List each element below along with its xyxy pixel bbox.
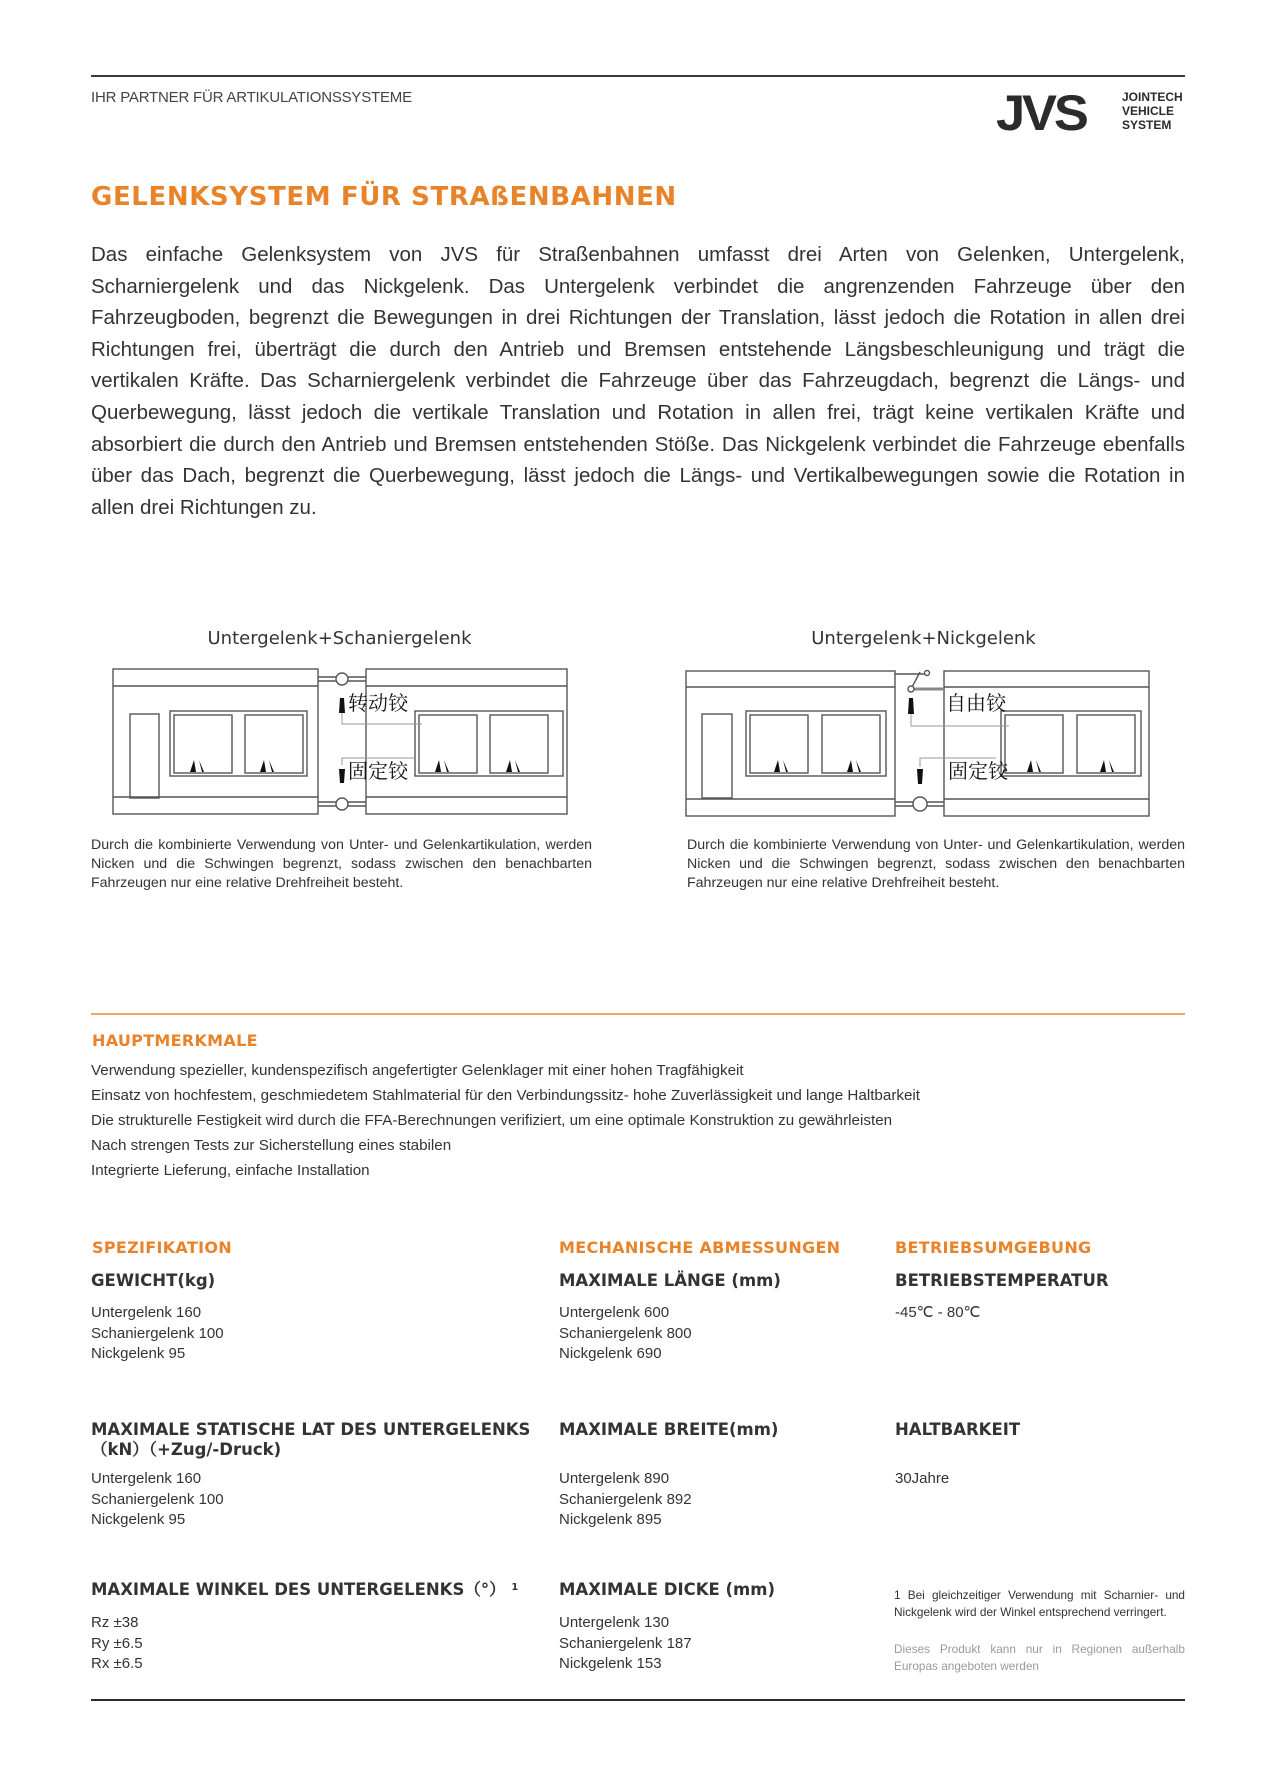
length-value: Nickgelenk 690 [559, 1345, 662, 1363]
weight-value: Schaniergelenk 100 [91, 1324, 224, 1342]
diagram-2-tram-illustration [684, 662, 1164, 822]
angle-title [91, 1580, 518, 1600]
static-load-value: Nickgelenk 95 [91, 1511, 186, 1529]
page-title: GELENKSYSTEM FÜR STRAßENBAHNEN [91, 182, 677, 212]
intro-paragraph: Das einfache Gelenksystem von JVS für Straßenbahnen umfasst drei Arten von Gelenken, Untergelenk, Scharniergelenk und das Nickgelenk. Das Untergelenk verbindet die angrenzenden Fahrzeuge über den Fahrzeugboden, begrenzt die Bewegungen in drei Richtungen der Translation, lässt jedoch die Rotation in allen drei Richtungen frei, überträgt die durch den Antrieb und Bremsen entstehende Längsbeschleunigung und trägt die vertikalen Kräfte. Das Scharniergelenk verbindet die Fahrzeuge über das Fahrzeugdach, begrenzt die Längs- und Querbewegung, lässt jedoch die vertikale Translation und Rotation in allen frei, trägt keine vertikalen Kräfte und absorbiert die durch den Antrieb und Bremsen entstehenden Stöße. Das Nickgelenk verbindet die Fahrzeuge ebenfalls über das Dach, begrenzt die Querbewegung, lässt jedoch die Längs- und Vertikalbewegungen sowie die Rotation in allen drei Richtungen zu. [91, 243, 1185, 519]
footer-rule [91, 1699, 1185, 1701]
durability-value: 30Jahre [895, 1470, 950, 1487]
thickness-value: Schaniergelenk 187 [559, 1634, 692, 1652]
diagram-1-bottom-label: 固定铰 [348, 759, 408, 783]
logo-wordmark [1122, 90, 1183, 132]
feature-item: Verwendung spezieller, kundenspezifisch angefertigter Gelenklager mit einer hohen Tragfähigkeit [91, 1062, 744, 1079]
diagram-2-caption: Durch die kombinierte Verwendung von Unter- und Gelenkartikulation, werden Nicken und die Schwingen begrenzt, sodass zwischen den benachbarten Fahrzeugen nur eine relative Drehfreiheit besteht. [687, 837, 1185, 892]
static-load-title [91, 1420, 530, 1460]
thickness-values [559, 1613, 692, 1675]
diagram-2-top-label: 自由铰 [946, 691, 1006, 715]
angle-title-text: MAXIMALE WINKEL DES UNTERGELENKS（°） [91, 1580, 506, 1599]
angle-footnote: 1 Bei gleichzeitiger Verwendung mit Scharnier- und Nickgelenk wird der Winkel entsprechend verringert. [894, 1588, 1185, 1619]
availability-note: Dieses Produkt kann nur in Regionen außerhalb Europas angeboten werden [894, 1642, 1185, 1673]
angle-footnote-ref: 1 [511, 1582, 519, 1593]
weight-value: Untergelenk 160 [91, 1304, 202, 1321]
static-load-title-line2: （kN）（+Zug/-Druck) [91, 1440, 282, 1459]
diagram-1-title: Untergelenk+Schaniergelenk [207, 628, 472, 649]
features-list [91, 1058, 920, 1183]
logo-mark: JVS [996, 85, 1086, 141]
jvs-logo [996, 85, 1188, 141]
weight-title: GEWICHT(kg) [91, 1271, 216, 1290]
feature-item: Die strukturelle Festigkeit wird durch die FFA-Berechnungen verifiziert, um eine optimale Konstruktion zu gewährleisten [91, 1112, 893, 1129]
diagram-1-caption: Durch die kombinierte Verwendung von Unter- und Gelenkartikulation, werden Nicken und die Schwingen begrenzt, sodass zwischen den benachbarten Fahrzeugen nur eine relative Drehfreiheit besteht. [91, 837, 592, 892]
static-load-value: Schaniergelenk 100 [91, 1490, 224, 1508]
length-values [559, 1303, 692, 1365]
feature-item: Nach strengen Tests zur Sicherstellung eines stabilen [91, 1137, 452, 1154]
angle-value: Rx ±6.5 [91, 1655, 143, 1673]
dimensions-heading: MECHANISCHE ABMESSUNGEN [559, 1238, 841, 1257]
weight-values [91, 1303, 224, 1365]
feature-item: Integrierte Lieferung, einfache Installation [91, 1162, 370, 1179]
header-rule [91, 75, 1185, 77]
environment-heading: BETRIEBSUMGEBUNG [895, 1238, 1092, 1257]
thickness-title: MAXIMALE DICKE (mm) [559, 1580, 775, 1599]
static-load-title-line1: MAXIMALE STATISCHE LAT DES UNTERGELENKS [91, 1420, 531, 1439]
section-divider [91, 1013, 1185, 1015]
temperature-title: BETRIEBSTEMPERATUR [895, 1271, 1109, 1290]
diagram-2-bottom-label: 固定铰 [948, 759, 1008, 783]
angle-value: Ry ±6.5 [91, 1634, 143, 1652]
header-tagline: IHR PARTNER FÜR ARTIKULATIONSSYSTEME [91, 89, 412, 106]
durability-title: HALTBARKEIT [895, 1420, 1021, 1439]
length-value: Untergelenk 600 [559, 1304, 670, 1321]
thickness-value: Untergelenk 130 [559, 1614, 670, 1631]
static-load-values [91, 1469, 224, 1531]
width-value: Untergelenk 890 [559, 1470, 670, 1487]
logo-word-1: JOINTECH [1122, 90, 1183, 104]
width-value: Nickgelenk 895 [559, 1511, 662, 1529]
feature-item: Einsatz von hochfestem, geschmiedetem Stahlmaterial für den Verbindungssitz- hohe Zuverlässigkeit und lange Haltbarkeit [91, 1087, 921, 1104]
spec-heading: SPEZIFIKATION [92, 1238, 232, 1257]
width-values [559, 1469, 692, 1531]
width-value: Schaniergelenk 892 [559, 1490, 692, 1508]
features-heading: HAUPTMERKMALE [92, 1031, 258, 1050]
static-load-value: Untergelenk 160 [91, 1470, 202, 1487]
thickness-value: Nickgelenk 153 [559, 1655, 662, 1673]
diagram-1-top-label: 转动铰 [348, 691, 408, 715]
temperature-value: -45℃ - 80℃ [895, 1304, 981, 1321]
width-title: MAXIMALE BREITE(mm) [559, 1420, 779, 1439]
weight-value: Nickgelenk 95 [91, 1345, 186, 1363]
logo-word-3: SYSTEM [1122, 118, 1172, 132]
diagram-1-tram-illustration [110, 662, 570, 822]
length-value: Schaniergelenk 800 [559, 1324, 692, 1342]
length-title: MAXIMALE LÄNGE (mm) [559, 1271, 781, 1290]
diagram-2-title: Untergelenk+Nickgelenk [811, 628, 1036, 649]
angle-value: Rz ±38 [91, 1614, 139, 1631]
angle-values [91, 1613, 143, 1675]
logo-word-2: VEHICLE [1122, 104, 1175, 118]
